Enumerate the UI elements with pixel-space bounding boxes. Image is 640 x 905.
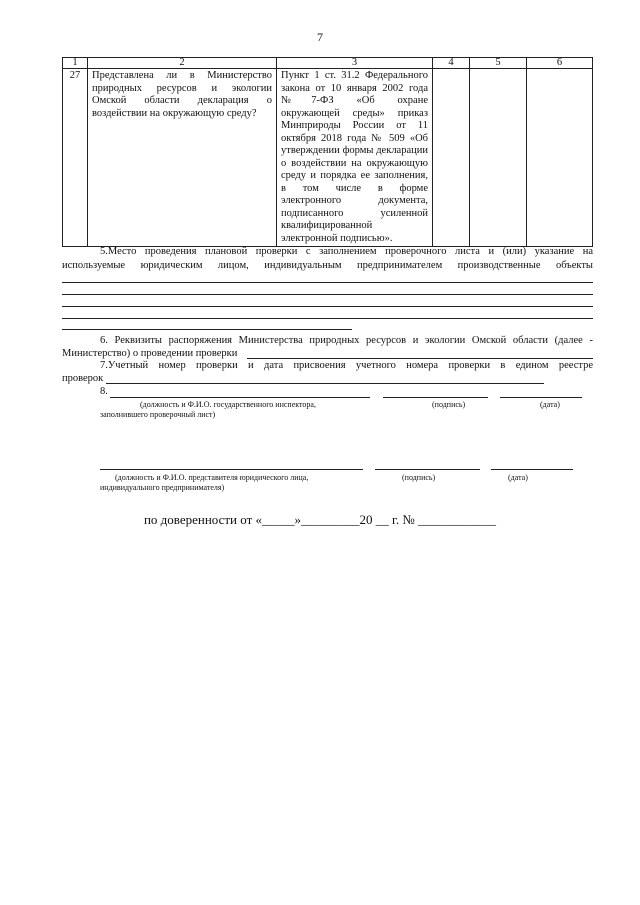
header-col-4: 4 (433, 58, 470, 69)
checklist-table (62, 57, 593, 247)
header-col-2: 2 (88, 58, 277, 69)
fill-line (106, 383, 544, 384)
fill-line (62, 294, 593, 295)
representative-signature-caption: (подпись) (402, 473, 436, 482)
header-col-1: 1 (63, 58, 88, 69)
inspector-signature-line (383, 397, 488, 398)
fill-line (62, 318, 593, 319)
table-row (63, 69, 593, 247)
row-number: 27 (63, 69, 88, 247)
row-question: Представлена ли в Министерство природных ресурсов и экологии Омской области декларация о воздействии на окружающую среду? (88, 69, 277, 247)
section5-line1: 5.Место проведения плановой проверки с заполнением проверочного листа и (или) указание на (100, 246, 593, 257)
section7-line2: проверок (62, 373, 104, 384)
section7-line1: 7.Учетный номер проверки и дата присвоения учетного номера проверки в едином реестре (100, 360, 593, 371)
inspector-date-line (500, 397, 582, 398)
fill-line (62, 306, 593, 307)
section5-line2: используемые юридическим лицом, индивидуальным предпринимателем производственные объекты (62, 260, 593, 271)
inspector-caption-1: (должность и Ф.И.О. государственного инспектора, (140, 400, 316, 409)
representative-caption-1: (должность и Ф.И.О. представителя юридического лица, (115, 473, 309, 482)
representative-date-line (491, 469, 573, 470)
inspector-date-caption: (дата) (540, 400, 560, 409)
inspector-name-line (110, 397, 370, 398)
representative-name-line (100, 469, 363, 470)
table-header-row (63, 58, 593, 69)
representative-date-caption: (дата) (508, 473, 528, 482)
section6-line1: 6. Реквизиты распоряжения Министерства природных ресурсов и экологии Омской области (далее - (100, 335, 593, 346)
row-requirement: Пункт 1 ст. 31.2 Федерального закона от 10 января 2002 года №7-ФЗ «Об охране окружающей среды» приказ Минприроды России от 11 октября 2018 года № 509 «Об утверждении формы декларации о воздействии на окружающую среду и порядка ее заполнения, в том числе в форме электронного документа, подписанного усиленной квалифицированной электронной подписью». (277, 69, 433, 247)
row-answer-col-6 (527, 69, 593, 247)
header-col-3: 3 (277, 58, 433, 69)
header-col-5: 5 (470, 58, 527, 69)
inspector-signature-caption: (подпись) (432, 400, 466, 409)
header-col-6: 6 (527, 58, 593, 69)
fill-line (62, 329, 352, 330)
representative-caption-2: индивидуального предпринимателя) (100, 483, 225, 492)
page-number: 7 (317, 30, 323, 44)
representative-signature-line (375, 469, 480, 470)
row-answer-col-4 (433, 69, 470, 247)
section8-label: 8. (100, 386, 108, 397)
proxy-line: по доверенности от «_____»_________20 __ г. № ____________ (143, 512, 497, 527)
fill-line (62, 282, 593, 283)
row-answer-col-5 (470, 69, 527, 247)
section6-line2: Министерство) о проведении проверки (62, 348, 238, 359)
inspector-caption-2: заполнившего проверочный лист) (100, 410, 216, 419)
